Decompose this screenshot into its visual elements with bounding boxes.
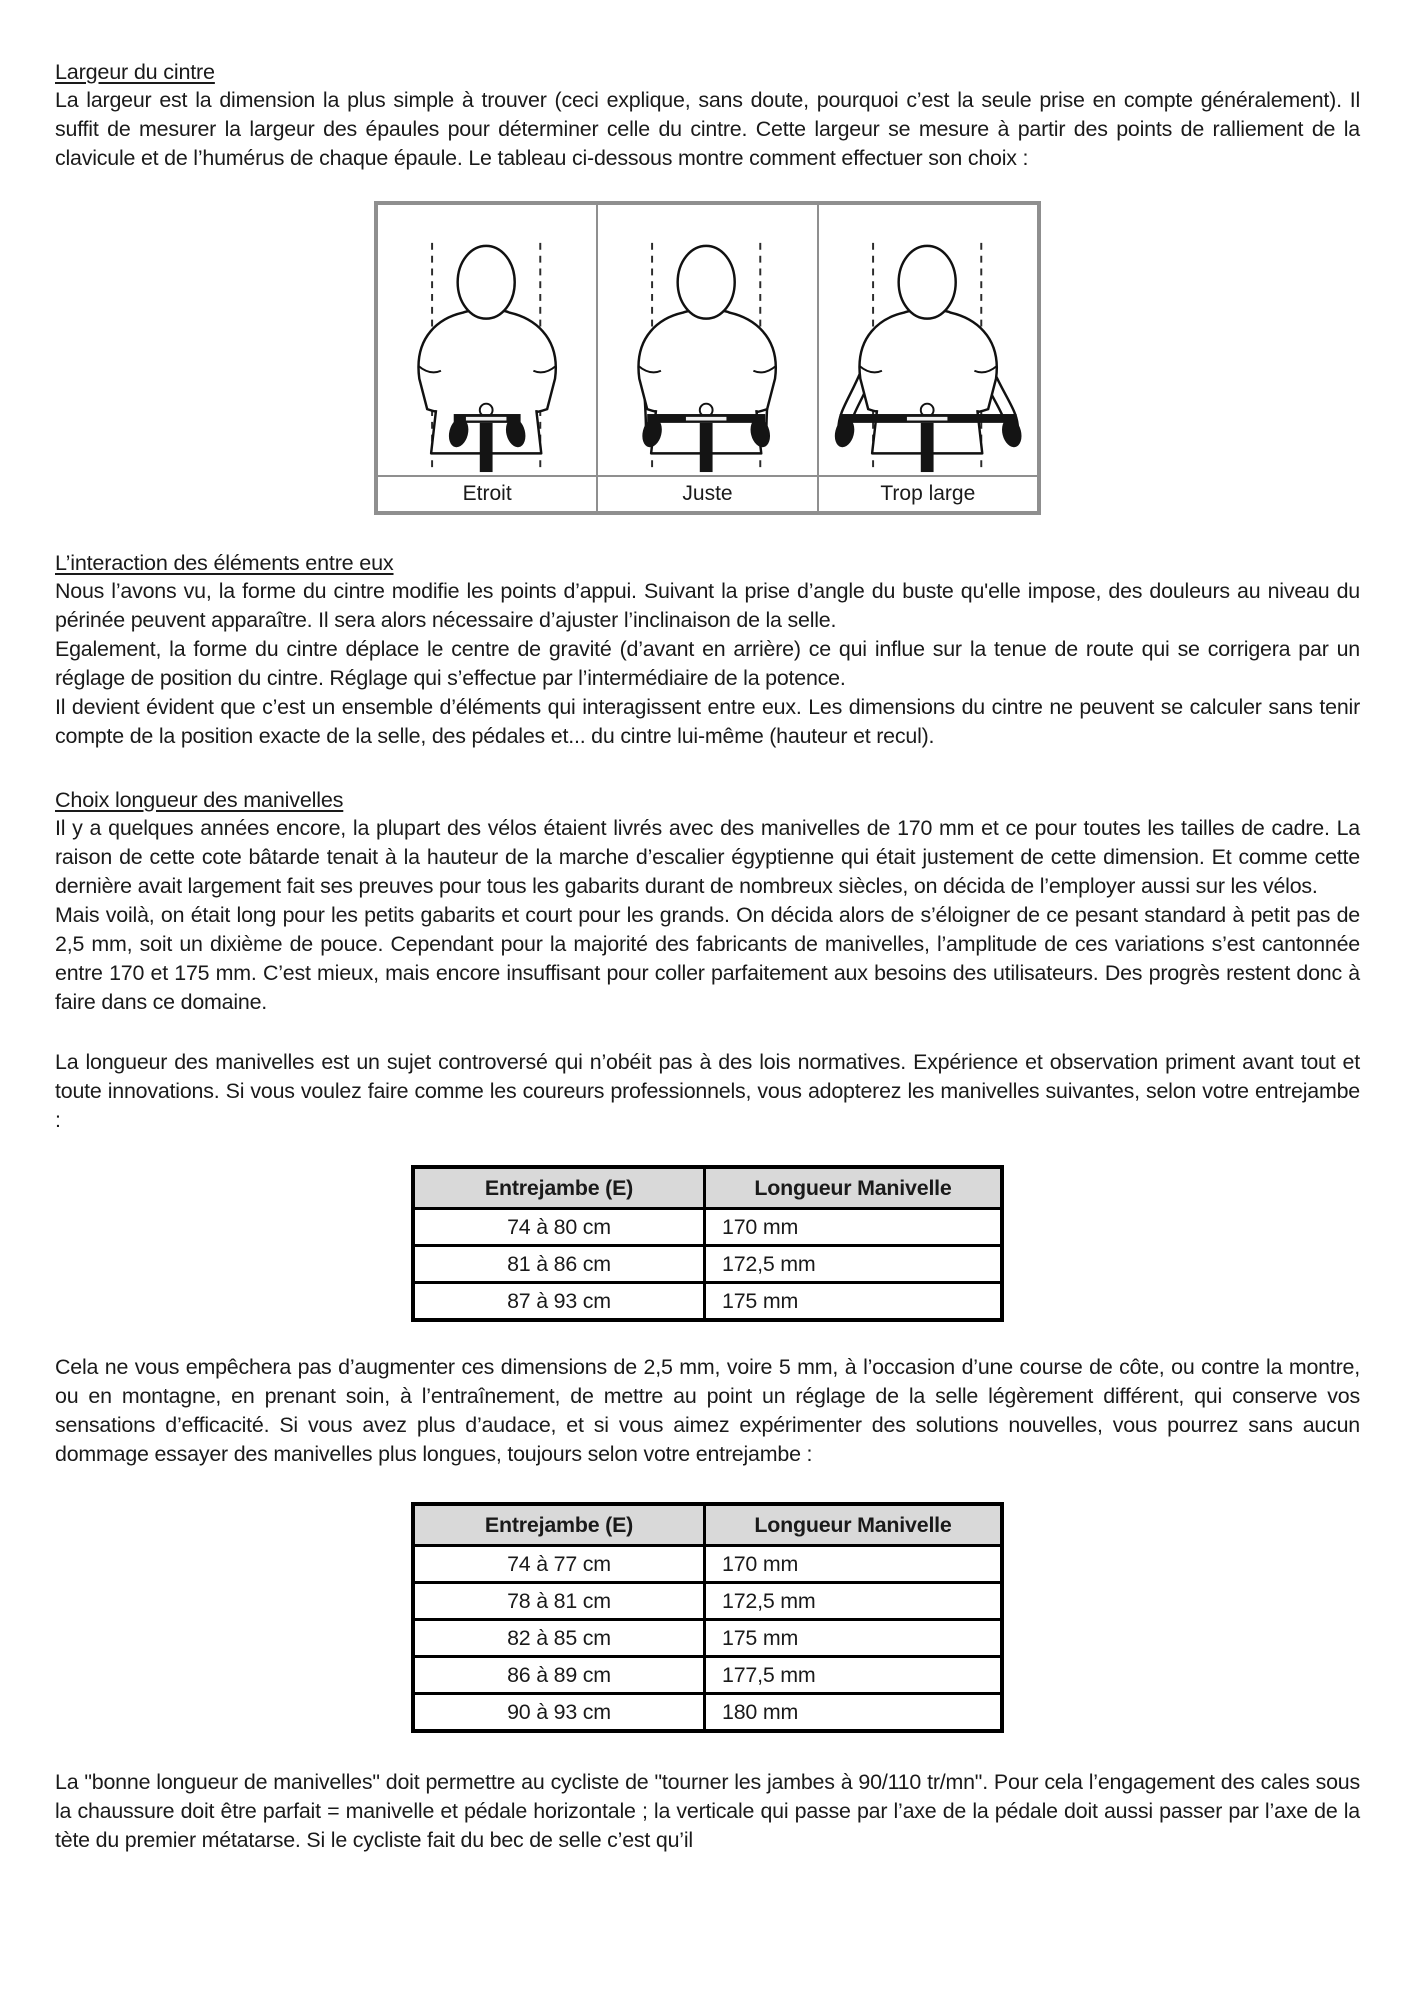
table-row	[413, 1283, 1002, 1321]
table-cell: 175 mm	[705, 1283, 1003, 1321]
table-cell: 74 à 77 cm	[413, 1546, 705, 1583]
figure-panel-etroit	[378, 205, 598, 511]
paragraph-largeur-intro: La largeur est la dimension la plus simple à trouver (ceci explique, sans doute, pourquoi c’est la seule prise en compte généralement). Il suffit de mesurer la largeur des épaules pour déterminer celle du cintre. Cette largeur se mesure à partir des points de ralliement de la clavicule et de l’humérus de chaque épaule. Le tableau ci-dessous montre comment effectuer son choix :	[55, 88, 1360, 170]
table-header-cell: Entrejambe (E)	[413, 1504, 705, 1546]
table-row	[413, 1620, 1002, 1657]
cyclist-top-view-match-icon	[598, 205, 816, 475]
paragraph-bonne-longueur: La "bonne longueur de manivelles" doit permettre au cycliste de "tourner les jambes à 90/110 tr/mn". Pour cela l’engagement des cales sous la chaussure doit être parfait = manivelle et pédale horizontale ; la verticale qui passe par l’axe de la pédale doit aussi passer par l’axe de la tète du premier métatarse. Si le cycliste fait du bec de selle c’est qu’il	[55, 1770, 1360, 1852]
table-header-cell: Longueur Manivelle	[705, 1167, 1003, 1209]
table-row	[413, 1694, 1002, 1732]
figure-panel-label: Trop large	[819, 475, 1037, 511]
table-row	[413, 1583, 1002, 1620]
table-cell: 78 à 81 cm	[413, 1583, 705, 1620]
table-header-row	[413, 1504, 1002, 1546]
table-cell: 170 mm	[705, 1209, 1003, 1246]
figure-grid	[378, 205, 1037, 511]
crank-length-table-1	[411, 1165, 1004, 1322]
table-cell: 90 à 93 cm	[413, 1694, 705, 1732]
paragraph-interaction-1: Nous l’avons vu, la forme du cintre modifie les points d’appui. Suivant la prise d’angle du buste qu'elle impose, des douleurs au niveau du périnée peuvent apparaître. Il sera alors nécessaire d’ajuster l’inclinaison de la selle.	[55, 579, 1360, 632]
heading-largeur-du-cintre: Largeur du cintre	[55, 59, 215, 84]
figure-panel-label: Etroit	[378, 475, 596, 511]
table-cell: 86 à 89 cm	[413, 1657, 705, 1694]
heading-interaction-elements: L’interaction des éléments entre eux	[55, 550, 394, 575]
table-cell: 172,5 mm	[705, 1583, 1003, 1620]
table-cell: 82 à 85 cm	[413, 1620, 705, 1657]
table-cell: 74 à 80 cm	[413, 1209, 705, 1246]
table-cell: 81 à 86 cm	[413, 1246, 705, 1283]
crank-length-table-2	[411, 1502, 1004, 1733]
table-row	[413, 1209, 1002, 1246]
table-cell: 87 à 93 cm	[413, 1283, 705, 1321]
table-row	[413, 1546, 1002, 1583]
paragraph-augmenter-dimensions: Cela ne vous empêchera pas d’augmenter ces dimensions de 2,5 mm, voire 5 mm, à l’occasion d’une course de côte, ou contre la montre, ou en montagne, en prenant soin, à l’entraînement, de mettre au point un réglage de la selle légèrement différent, qui conserve vos sensations d’efficacité. Si vous avez plus d’audace, et si vous aimez expérimenter des solutions nouvelles, vous pourrez sans aucun dommage essayer des manivelles plus longues, toujours selon votre entrejambe :	[55, 1355, 1360, 1466]
table-row	[413, 1657, 1002, 1694]
table-cell: 172,5 mm	[705, 1246, 1003, 1283]
handlebar-width-figure	[374, 201, 1041, 515]
table-header-row	[413, 1167, 1002, 1209]
paragraph-longueur-controverse: La longueur des manivelles est un sujet controversé qui n’obéit pas à des lois normatives. Expérience et observation priment avant tout et toute innovations. Si vous voulez faire comme les coureurs professionnels, vous adopterez les manivelles suivantes, selon votre entrejambe :	[55, 1050, 1360, 1132]
figure-panel-trop-large	[819, 205, 1037, 511]
heading-choix-longueur-manivelles: Choix longueur des manivelles	[55, 787, 344, 812]
paragraph-interaction-3: Il devient évident que c’est un ensemble d’éléments qui interagissent entre eux. Les dimensions du cintre ne peuvent se calculer sans tenir compte de la position exacte de la selle, des pédales et... du cintre lui-même (hauteur et recul).	[55, 695, 1360, 748]
cyclist-top-view-narrow-icon	[378, 205, 596, 475]
table-cell: 175 mm	[705, 1620, 1003, 1657]
table-header-cell: Longueur Manivelle	[705, 1504, 1003, 1546]
table-cell: 180 mm	[705, 1694, 1003, 1732]
figure-panel-juste	[598, 205, 818, 511]
cyclist-top-view-wide-icon	[819, 205, 1037, 475]
paragraph-interaction-2: Egalement, la forme du cintre déplace le centre de gravité (d’avant en arrière) ce qui influe sur la tenue de route qui se corrigera par un réglage de position du cintre. Réglage qui s’effectue par l’intermédiaire de la potence.	[55, 637, 1360, 690]
figure-panel-label: Juste	[598, 475, 816, 511]
paragraph-manivelles-2: Mais voilà, on était long pour les petits gabarits et court pour les grands. On décida alors de s’éloigner de ce pesant standard à petit pas de 2,5 mm, soit un dixième de pouce. Cependant pour la majorité des fabricants de manivelles, l’amplitude de ces variations s’est cantonnée entre 170 et 175 mm. C’est mieux, mais encore insuffisant pour coller parfaitement aux besoins des utilisateurs. Des progrès restent donc à faire dans ce domaine.	[55, 903, 1360, 1014]
table-cell: 177,5 mm	[705, 1657, 1003, 1694]
table-row	[413, 1246, 1002, 1283]
paragraph-manivelles-1: Il y a quelques années encore, la plupart des vélos étaient livrés avec des manivelles de 170 mm et ce pour toutes les tailles de cadre. La raison de cette cote bâtarde tenait à la hauteur de la marche d’escalier égyptienne qui était justement de cette dimension. Et comme cette dernière avait largement fait ses preuves pour tous les gabarits durant de nombreux siècles, on décida de l’employer aussi sur les vélos.	[55, 816, 1360, 898]
table-cell: 170 mm	[705, 1546, 1003, 1583]
table-header-cell: Entrejambe (E)	[413, 1167, 705, 1209]
